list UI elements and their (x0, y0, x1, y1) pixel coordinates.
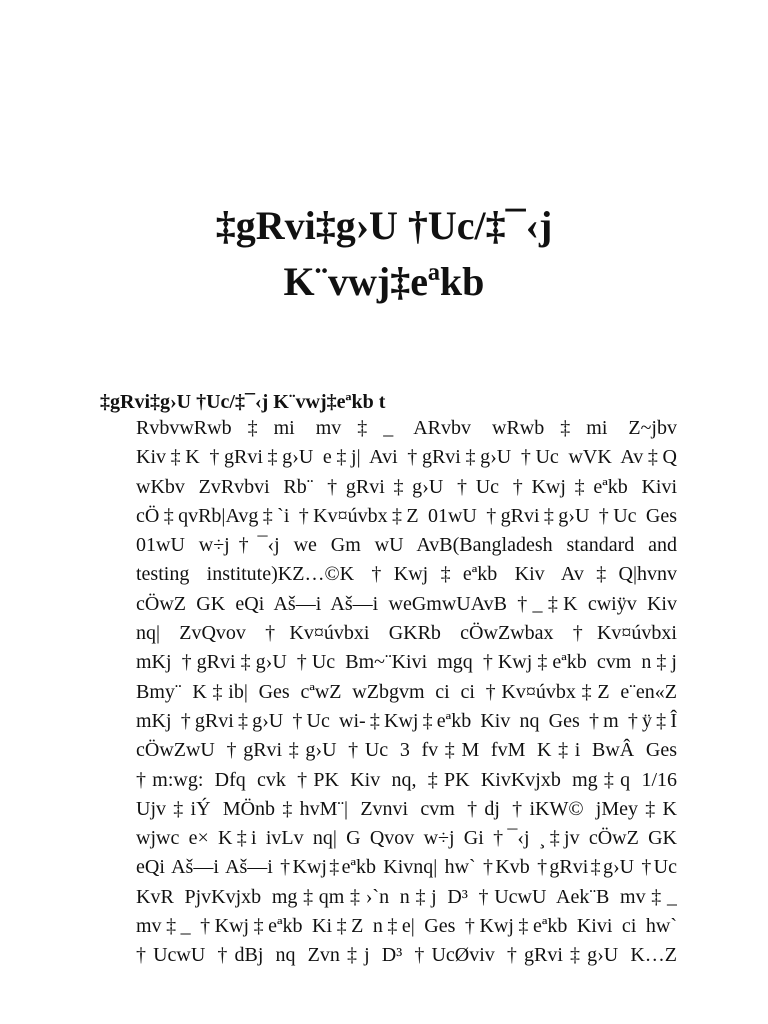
body-line: RvbvwRwb‡mi mv‡_ ARvbv wRwb‡mi Z~jbv (136, 417, 677, 439)
body-paragraph (136, 414, 677, 971)
body-line: KvR PjvKvjxb mg‡qm‡›`n n‡j D³ †UcwU Aek¨B mv‡_ (136, 885, 677, 908)
body-line: mv‡_ †Kwj‡eªkb Ki‡Z n‡e| Ges †Kwj‡eªkb Kivi ci hw` (136, 915, 677, 938)
body-line: †m:wg: Dfq cvk †PK Kiv nq, ‡PK KivKvjxb mg‡q 1/16 (136, 768, 677, 791)
body-line: 01wU w÷j†¯‹j we Gm wU AvB(Bangladesh standard and (136, 534, 677, 557)
page-title (0, 198, 768, 310)
body-line: Ujv‡iÝ MÖnb‡hvM¨| Zvnvi cvm †dj †iKW© jMey‡K (136, 797, 677, 820)
body-line: cÖ‡qvRb|Avg‡`i †Kv¤úvbx‡Z 01wU †gRvi‡g›U †Uc Ges (136, 504, 677, 527)
body-line: cÖwZ GK eQi Aš—i Aš—i weGmwUAvB †_‡K cwiÿv Kiv (136, 592, 677, 615)
body-line: Kiv‡K †gRvi‡g›U e‡j| Avi †gRvi‡g›U †Uc wVK Av‡Q (136, 446, 677, 469)
body-line: wjwc e× K‡i ivLv nq| G Qvov w÷j Gi †¯‹j ¸‡jv cÖwZ GK (136, 827, 677, 850)
body-line: mKj †gRvi‡g›U †Uc wi-‡Kwj‡eªkb Kiv nq Ges †m †ÿ‡Î (136, 709, 677, 732)
title-line: K¨vwj‡eªkb (283, 259, 485, 304)
body-line: eQi Aš—i Aš—i †Kwj‡eªkb Kivnq| hw` †Kvb †gRvi‡g›U †Uc (136, 856, 677, 879)
body-line: nq| ZvQvov †Kv¤úvbxi GKRb cÖwZwbax †Kv¤úvbxi (136, 622, 677, 645)
body-line: cÖwZwU †gRvi‡g›U †Uc 3 fv‡M fvM K‡i BwÂ Ges (136, 739, 677, 762)
body-line: wKbv ZvRvbvi Rb¨ †gRvi‡g›U †Uc †Kwj‡eªkb Kivi (136, 475, 677, 498)
body-line: Bmy¨ K‡ib| Ges cªwZ wZbgvm ci ci †Kv¤úvbx‡Z e¨en«Z (136, 680, 677, 703)
title-line: ‡gRvi‡g›U †Uc/‡¯‹j (215, 203, 553, 248)
body-line: †UcwU †dBj nq Zvn‡j D³ †UcØviv †gRvi‡g›U K…Z (136, 944, 677, 967)
section-heading: ‡gRvi‡g›U †Uc/‡¯‹j K¨vwj‡eªkb t (100, 391, 386, 413)
body-line: mKj †gRvi‡g›U †Uc Bm~¨Kivi mgq †Kwj‡eªkb cvm n‡j (136, 651, 677, 674)
body-line: testing institute)KZ…©K †Kwj‡eªkb Kiv Av‡Q|hvnv (136, 563, 677, 586)
